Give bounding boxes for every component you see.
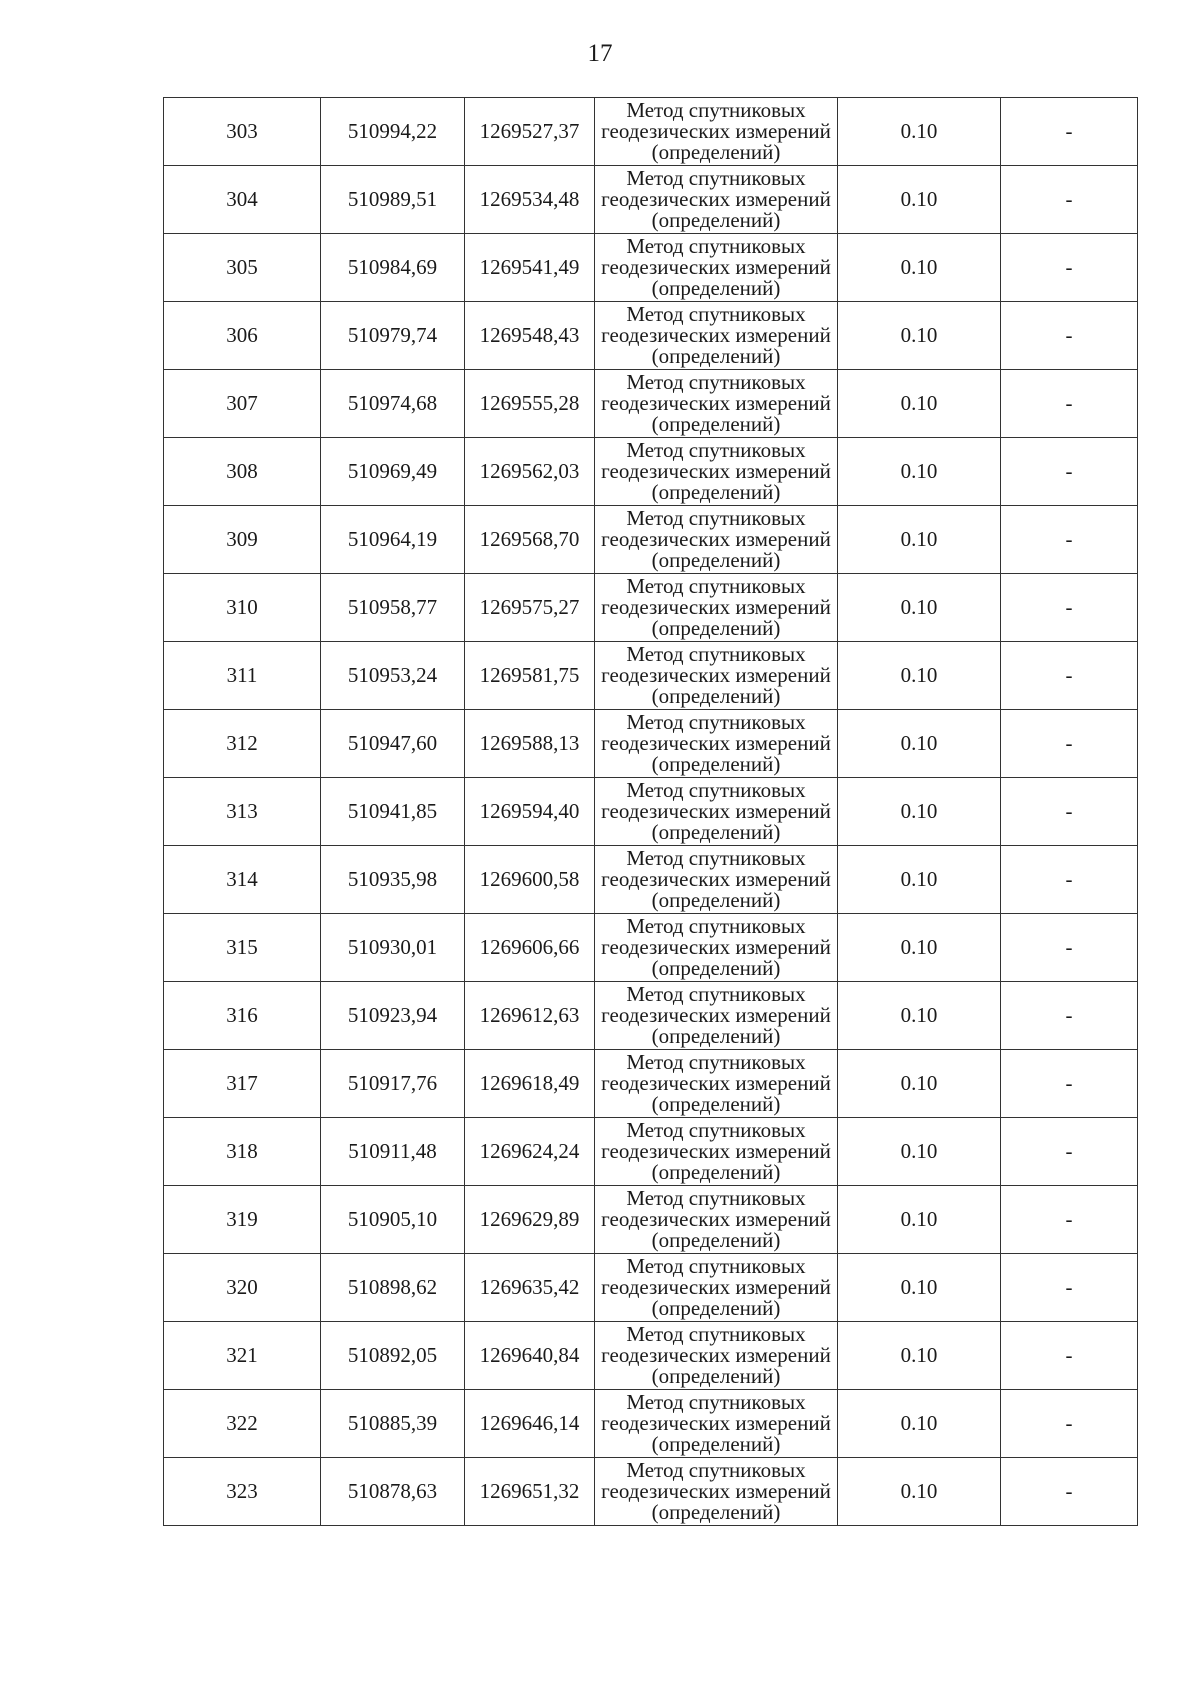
table-row xyxy=(164,642,1138,710)
note-cell: - xyxy=(1001,166,1138,234)
method-cell xyxy=(595,506,838,574)
method-text-line: геодезических измерений xyxy=(601,1139,831,1163)
note-cell: - xyxy=(1001,506,1138,574)
table-row xyxy=(164,710,1138,778)
method-cell xyxy=(595,166,838,234)
y-coordinate-cell: 1269541,49 xyxy=(465,234,595,302)
method-text-line: Метод спутниковых xyxy=(626,302,806,326)
table-row xyxy=(164,1050,1138,1118)
point-number-cell: 320 xyxy=(164,1254,321,1322)
y-coordinate-cell: 1269646,14 xyxy=(465,1390,595,1458)
point-number-cell: 321 xyxy=(164,1322,321,1390)
note-cell: - xyxy=(1001,574,1138,642)
method-text-line: (определений) xyxy=(651,684,781,708)
x-coordinate-cell: 510958,77 xyxy=(321,574,465,642)
coordinates-table xyxy=(163,97,1138,1526)
method-text-line: Метод спутниковых xyxy=(626,1458,806,1482)
table-row xyxy=(164,778,1138,846)
method-cell xyxy=(595,1322,838,1390)
precision-cell: 0.10 xyxy=(838,1050,1001,1118)
note-cell: - xyxy=(1001,1050,1138,1118)
table-row xyxy=(164,302,1138,370)
point-number-cell: 306 xyxy=(164,302,321,370)
method-text-line: Метод спутниковых xyxy=(626,642,806,666)
point-number-cell: 311 xyxy=(164,642,321,710)
y-coordinate-cell: 1269629,89 xyxy=(465,1186,595,1254)
x-coordinate-cell: 510885,39 xyxy=(321,1390,465,1458)
method-text-line: (определений) xyxy=(651,1160,781,1184)
method-text-line: (определений) xyxy=(651,1364,781,1388)
note-cell: - xyxy=(1001,370,1138,438)
note-cell: - xyxy=(1001,778,1138,846)
method-cell xyxy=(595,98,838,166)
table-row xyxy=(164,166,1138,234)
point-number-cell: 309 xyxy=(164,506,321,574)
x-coordinate-cell: 510994,22 xyxy=(321,98,465,166)
table-row xyxy=(164,1458,1138,1526)
precision-cell: 0.10 xyxy=(838,914,1001,982)
method-text-line: (определений) xyxy=(651,276,781,300)
table-row xyxy=(164,1254,1138,1322)
x-coordinate-cell: 510947,60 xyxy=(321,710,465,778)
method-text-line: (определений) xyxy=(651,752,781,776)
x-coordinate-cell: 510878,63 xyxy=(321,1458,465,1526)
method-text-line: (определений) xyxy=(651,412,781,436)
method-text-line: Метод спутниковых xyxy=(626,574,806,598)
precision-cell: 0.10 xyxy=(838,1254,1001,1322)
y-coordinate-cell: 1269548,43 xyxy=(465,302,595,370)
x-coordinate-cell: 510930,01 xyxy=(321,914,465,982)
precision-cell: 0.10 xyxy=(838,1186,1001,1254)
point-number-cell: 318 xyxy=(164,1118,321,1186)
x-coordinate-cell: 510989,51 xyxy=(321,166,465,234)
method-text-line: Метод спутниковых xyxy=(626,1254,806,1278)
method-cell xyxy=(595,914,838,982)
note-cell: - xyxy=(1001,1458,1138,1526)
table-row xyxy=(164,1118,1138,1186)
table-row xyxy=(164,370,1138,438)
x-coordinate-cell: 510905,10 xyxy=(321,1186,465,1254)
y-coordinate-cell: 1269588,13 xyxy=(465,710,595,778)
method-text-line: Метод спутниковых xyxy=(626,506,806,530)
method-text-line: Метод спутниковых xyxy=(626,778,806,802)
table-row xyxy=(164,846,1138,914)
point-number-cell: 310 xyxy=(164,574,321,642)
x-coordinate-cell: 510964,19 xyxy=(321,506,465,574)
method-text-line: Метод спутниковых xyxy=(626,166,806,190)
x-coordinate-cell: 510953,24 xyxy=(321,642,465,710)
method-cell xyxy=(595,1390,838,1458)
method-text-line: (определений) xyxy=(651,616,781,640)
point-number-cell: 307 xyxy=(164,370,321,438)
precision-cell: 0.10 xyxy=(838,370,1001,438)
point-number-cell: 322 xyxy=(164,1390,321,1458)
x-coordinate-cell: 510974,68 xyxy=(321,370,465,438)
table-row xyxy=(164,914,1138,982)
method-text-line: геодезических измерений xyxy=(601,1071,831,1095)
y-coordinate-cell: 1269527,37 xyxy=(465,98,595,166)
precision-cell: 0.10 xyxy=(838,1322,1001,1390)
note-cell: - xyxy=(1001,234,1138,302)
y-coordinate-cell: 1269618,49 xyxy=(465,1050,595,1118)
method-text-line: геодезических измерений xyxy=(601,731,831,755)
y-coordinate-cell: 1269581,75 xyxy=(465,642,595,710)
point-number-cell: 315 xyxy=(164,914,321,982)
method-text-line: (определений) xyxy=(651,888,781,912)
precision-cell: 0.10 xyxy=(838,98,1001,166)
table-row xyxy=(164,1322,1138,1390)
method-cell xyxy=(595,234,838,302)
method-text-line: геодезических измерений xyxy=(601,867,831,891)
method-text-line: геодезических измерений xyxy=(601,459,831,483)
table-row xyxy=(164,234,1138,302)
note-cell: - xyxy=(1001,710,1138,778)
method-text-line: геодезических измерений xyxy=(601,1275,831,1299)
point-number-cell: 313 xyxy=(164,778,321,846)
method-cell xyxy=(595,1458,838,1526)
note-cell: - xyxy=(1001,1186,1138,1254)
note-cell: - xyxy=(1001,302,1138,370)
y-coordinate-cell: 1269534,48 xyxy=(465,166,595,234)
point-number-cell: 304 xyxy=(164,166,321,234)
method-text-line: Метод спутниковых xyxy=(626,1390,806,1414)
point-number-cell: 308 xyxy=(164,438,321,506)
precision-cell: 0.10 xyxy=(838,1458,1001,1526)
method-text-line: геодезических измерений xyxy=(601,1207,831,1231)
precision-cell: 0.10 xyxy=(838,846,1001,914)
x-coordinate-cell: 510941,85 xyxy=(321,778,465,846)
point-number-cell: 316 xyxy=(164,982,321,1050)
method-text-line: геодезических измерений xyxy=(601,595,831,619)
point-number-cell: 312 xyxy=(164,710,321,778)
x-coordinate-cell: 510892,05 xyxy=(321,1322,465,1390)
precision-cell: 0.10 xyxy=(838,642,1001,710)
note-cell: - xyxy=(1001,982,1138,1050)
method-text-line: Метод спутниковых xyxy=(626,1186,806,1210)
precision-cell: 0.10 xyxy=(838,710,1001,778)
method-text-line: геодезических измерений xyxy=(601,935,831,959)
precision-cell: 0.10 xyxy=(838,166,1001,234)
note-cell: - xyxy=(1001,1118,1138,1186)
method-text-line: геодезических измерений xyxy=(601,527,831,551)
y-coordinate-cell: 1269651,32 xyxy=(465,1458,595,1526)
y-coordinate-cell: 1269562,03 xyxy=(465,438,595,506)
method-cell xyxy=(595,1050,838,1118)
precision-cell: 0.10 xyxy=(838,778,1001,846)
note-cell: - xyxy=(1001,914,1138,982)
note-cell: - xyxy=(1001,438,1138,506)
method-text-line: (определений) xyxy=(651,344,781,368)
table-body xyxy=(164,98,1138,1526)
precision-cell: 0.10 xyxy=(838,574,1001,642)
method-text-line: Метод спутниковых xyxy=(626,234,806,258)
method-text-line: геодезических измерений xyxy=(601,119,831,143)
method-text-line: геодезических измерений xyxy=(601,255,831,279)
method-text-line: (определений) xyxy=(651,1228,781,1252)
method-text-line: (определений) xyxy=(651,1500,781,1524)
point-number-cell: 314 xyxy=(164,846,321,914)
y-coordinate-cell: 1269640,84 xyxy=(465,1322,595,1390)
page-number: 17 xyxy=(587,40,613,67)
method-cell xyxy=(595,642,838,710)
table-row xyxy=(164,98,1138,166)
precision-cell: 0.10 xyxy=(838,234,1001,302)
note-cell: - xyxy=(1001,642,1138,710)
method-text-line: (определений) xyxy=(651,1432,781,1456)
method-cell xyxy=(595,778,838,846)
method-text-line: (определений) xyxy=(651,1296,781,1320)
point-number-cell: 303 xyxy=(164,98,321,166)
note-cell: - xyxy=(1001,98,1138,166)
point-number-cell: 319 xyxy=(164,1186,321,1254)
method-cell xyxy=(595,1118,838,1186)
method-cell xyxy=(595,438,838,506)
table-row xyxy=(164,1390,1138,1458)
y-coordinate-cell: 1269624,24 xyxy=(465,1118,595,1186)
method-text-line: геодезических измерений xyxy=(601,663,831,687)
method-cell xyxy=(595,574,838,642)
point-number-cell: 305 xyxy=(164,234,321,302)
method-text-line: геодезических измерений xyxy=(601,1003,831,1027)
y-coordinate-cell: 1269606,66 xyxy=(465,914,595,982)
method-cell xyxy=(595,370,838,438)
x-coordinate-cell: 510935,98 xyxy=(321,846,465,914)
method-text-line: геодезических измерений xyxy=(601,323,831,347)
x-coordinate-cell: 510923,94 xyxy=(321,982,465,1050)
method-text-line: Метод спутниковых xyxy=(626,438,806,462)
method-text-line: геодезических измерений xyxy=(601,187,831,211)
y-coordinate-cell: 1269594,40 xyxy=(465,778,595,846)
note-cell: - xyxy=(1001,846,1138,914)
y-coordinate-cell: 1269635,42 xyxy=(465,1254,595,1322)
y-coordinate-cell: 1269612,63 xyxy=(465,982,595,1050)
method-cell xyxy=(595,1254,838,1322)
method-text-line: Метод спутниковых xyxy=(626,846,806,870)
method-text-line: (определений) xyxy=(651,956,781,980)
method-text-line: Метод спутниковых xyxy=(626,1118,806,1142)
method-text-line: Метод спутниковых xyxy=(626,1050,806,1074)
method-text-line: Метод спутниковых xyxy=(626,370,806,394)
table-row xyxy=(164,574,1138,642)
precision-cell: 0.10 xyxy=(838,982,1001,1050)
method-text-line: Метод спутниковых xyxy=(626,982,806,1006)
method-cell xyxy=(595,1186,838,1254)
precision-cell: 0.10 xyxy=(838,1390,1001,1458)
x-coordinate-cell: 510898,62 xyxy=(321,1254,465,1322)
method-text-line: (определений) xyxy=(651,208,781,232)
precision-cell: 0.10 xyxy=(838,302,1001,370)
method-text-line: (определений) xyxy=(651,820,781,844)
method-text-line: геодезических измерений xyxy=(601,1479,831,1503)
point-number-cell: 317 xyxy=(164,1050,321,1118)
method-text-line: Метод спутниковых xyxy=(626,710,806,734)
method-cell xyxy=(595,846,838,914)
note-cell: - xyxy=(1001,1254,1138,1322)
table-row xyxy=(164,438,1138,506)
method-text-line: геодезических измерений xyxy=(601,391,831,415)
method-text-line: (определений) xyxy=(651,1024,781,1048)
x-coordinate-cell: 510969,49 xyxy=(321,438,465,506)
method-text-line: геодезических измерений xyxy=(601,1411,831,1435)
method-text-line: геодезических измерений xyxy=(601,799,831,823)
method-text-line: (определений) xyxy=(651,480,781,504)
method-cell xyxy=(595,982,838,1050)
note-cell: - xyxy=(1001,1390,1138,1458)
note-cell: - xyxy=(1001,1322,1138,1390)
precision-cell: 0.10 xyxy=(838,1118,1001,1186)
x-coordinate-cell: 510979,74 xyxy=(321,302,465,370)
y-coordinate-cell: 1269600,58 xyxy=(465,846,595,914)
precision-cell: 0.10 xyxy=(838,506,1001,574)
method-cell xyxy=(595,710,838,778)
y-coordinate-cell: 1269575,27 xyxy=(465,574,595,642)
method-cell xyxy=(595,302,838,370)
method-text-line: (определений) xyxy=(651,140,781,164)
x-coordinate-cell: 510917,76 xyxy=(321,1050,465,1118)
method-text-line: геодезических измерений xyxy=(601,1343,831,1367)
x-coordinate-cell: 510911,48 xyxy=(321,1118,465,1186)
point-number-cell: 323 xyxy=(164,1458,321,1526)
method-text-line: Метод спутниковых xyxy=(626,1322,806,1346)
method-text-line: Метод спутниковых xyxy=(626,914,806,938)
table-row xyxy=(164,506,1138,574)
y-coordinate-cell: 1269555,28 xyxy=(465,370,595,438)
method-text-line: Метод спутниковых xyxy=(626,98,806,122)
table-row xyxy=(164,982,1138,1050)
method-text-line: (определений) xyxy=(651,548,781,572)
method-text-line: (определений) xyxy=(651,1092,781,1116)
table-row xyxy=(164,1186,1138,1254)
x-coordinate-cell: 510984,69 xyxy=(321,234,465,302)
precision-cell: 0.10 xyxy=(838,438,1001,506)
y-coordinate-cell: 1269568,70 xyxy=(465,506,595,574)
